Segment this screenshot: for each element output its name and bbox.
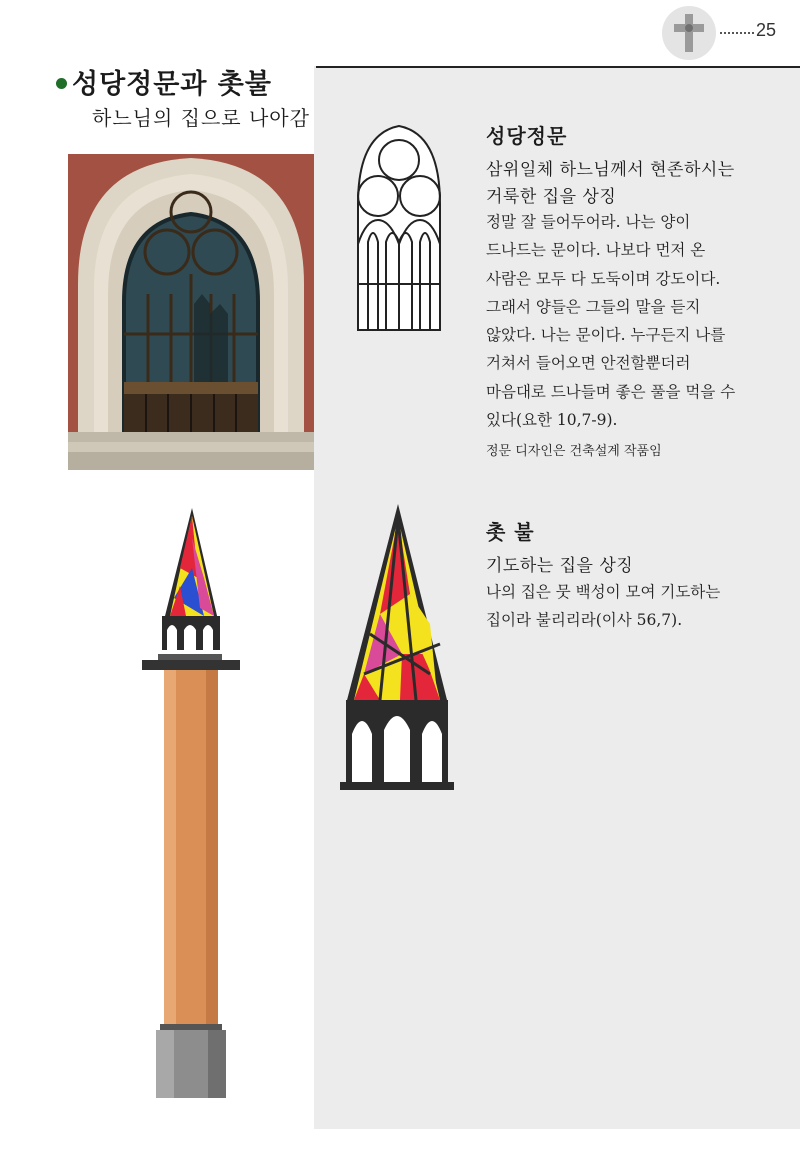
candle-column-illustration <box>134 508 246 1110</box>
door-body-line: 드나드는 문이다. 나보다 먼저 온 <box>486 241 706 260</box>
candle-body-line: 나의 집은 뭇 백성이 모여 기도하는 <box>486 583 721 601</box>
door-body-line: 거쳐서 들어오면 안전할뿐더러 <box>486 354 691 373</box>
door-body-text <box>486 208 786 434</box>
candle-heading: 촛 불 <box>486 520 535 544</box>
candle-subheading: 기도하는 집을 상징 <box>486 556 634 576</box>
section-title: 성당정문과 촛불 <box>72 69 272 100</box>
door-body-line: 않았다. 나는 문이다. 누구든지 나를 <box>486 326 726 345</box>
page-number: 25 <box>756 20 777 40</box>
door-body-line: 사람은 모두 다 도둑이며 강도이다. <box>486 269 721 288</box>
section-subtitle: 하느님의 집으로 나아감 <box>92 106 310 130</box>
door-body-line: 그래서 양들은 그들의 말을 듣지 <box>486 297 701 316</box>
door-subheading-line: 거룩한 집을 상징 <box>486 187 617 207</box>
door-text-heading-block <box>486 120 735 207</box>
church-window-diagram <box>356 124 442 332</box>
design-credit-note: 정문 디자인은 건축설계 작품임 <box>486 444 662 459</box>
door-heading: 성당정문 <box>486 124 568 148</box>
door-subheading-line: 삼위일체 하느님께서 현존하시는 <box>486 160 735 180</box>
candle-top-diagram <box>340 504 454 790</box>
header-dotted-leader <box>720 32 754 34</box>
candle-text-heading-block <box>486 516 633 576</box>
header-rule <box>316 66 800 68</box>
door-body-line: 있다(요한 10,7-9). <box>486 411 618 430</box>
cross-emblem-icon <box>662 6 716 60</box>
title-bullet-icon <box>56 78 67 89</box>
church-door-photo <box>68 154 314 470</box>
candle-body-text <box>486 578 786 635</box>
door-body-line: 마음대로 드나들며 좋은 풀을 먹을 수 <box>486 382 736 401</box>
candle-body-line: 집이라 불리리라(이사 56,7). <box>486 611 683 630</box>
door-body-line: 정말 잘 들어두어라. 나는 양이 <box>486 213 691 231</box>
